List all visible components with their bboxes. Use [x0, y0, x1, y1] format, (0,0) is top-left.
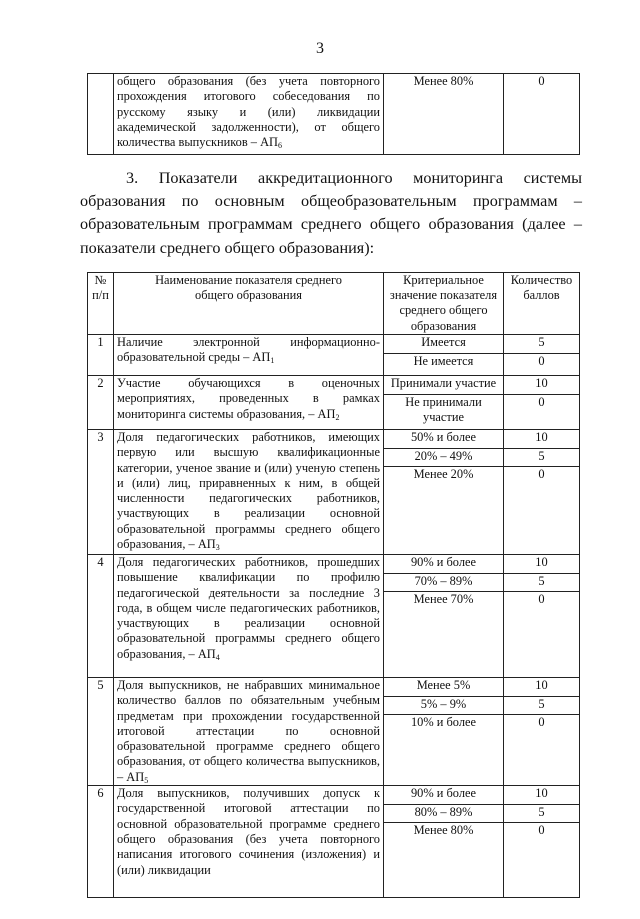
criterion-value: Не имеется [384, 353, 503, 375]
row-number: 1 [97, 335, 104, 349]
points-value: 10 [535, 430, 548, 444]
points-value: 10 [535, 786, 548, 801]
points-cell [503, 555, 579, 677]
points-value: 0 [504, 394, 579, 429]
indicator-name: Участие обучающихся в оценочных мероприятиях, проведенных в рамках мониторинга системы образования, – АП [117, 376, 380, 421]
indicator-code-sub: 6 [277, 141, 282, 151]
criterion-cell [383, 335, 503, 375]
page-number: 3 [316, 40, 324, 57]
indicators-table [87, 272, 580, 898]
criterion-value: Менее 80% [384, 822, 503, 897]
points-value: 0 [504, 591, 579, 677]
points-value: 0 [504, 822, 579, 897]
header-num: № п/п [92, 272, 109, 303]
table-header-row [88, 273, 579, 334]
indicator-code-sub: 1 [270, 356, 275, 366]
row-number: 3 [97, 430, 104, 444]
header-name: Наименование показателя среднего общего образования [113, 273, 383, 334]
indicator-name: Наличие электронной информационно-образовательной среды – АП [117, 335, 380, 365]
points-value: 10 [535, 555, 548, 569]
criterion-cell [383, 786, 503, 897]
continued-table [87, 73, 580, 155]
indicator-name-cell [113, 555, 383, 677]
indicator-name-cell [113, 430, 383, 554]
criterion-value: 50% и более [410, 430, 477, 444]
header-criterion: Критериальное значение показателя среднего общего образования [383, 273, 503, 334]
row-number: 2 [97, 376, 104, 390]
table-row [88, 429, 579, 554]
points-cell [503, 74, 579, 154]
criterion-value: Имеется [421, 335, 466, 349]
indicator-code-sub: 5 [144, 775, 149, 785]
criterion-value: Менее 5% [416, 678, 471, 692]
table-row [88, 375, 579, 429]
criterion-cell [383, 430, 503, 554]
points-cell [503, 678, 579, 785]
criterion-value: 20% – 49% [384, 448, 503, 466]
indicator-name: Доля выпускников, получивших допуск к государственной итоговой аттестации по основной образовательной программе среднего общего образования (без учета повторного написания итогового сочинения (изложения) и (или) ликвидации [117, 786, 380, 877]
points-value: 0 [538, 74, 545, 88]
points-value: 0 [504, 466, 579, 554]
indicator-name-cell [113, 376, 383, 429]
section-paragraph: 3. Показатели аккредитационного мониторинга системы образования по основным общеобразовательным программам – образовательным программам среднего общего образования (далее – показатели среднего общего образования): [80, 169, 582, 257]
criterion-value: 70% – 89% [384, 573, 503, 591]
indicator-name-cell [113, 74, 383, 154]
points-value: 5 [504, 696, 579, 714]
indicator-name: общего образования (без учета повторного прохождения итогового собеседования по русскому языку и (или) ликвидации академической задолженности), от общего количества выпускников – АП [117, 74, 380, 150]
indicator-name: Доля педагогических работников, имеющих первую или высшую квалификационные категории, ученое звание и (или) ученую степень и (или) лиц, приравненных к ним, в общей численности педагогических работников, участвующих в реализации основной образовательной программы среднего общего образования, – АП [117, 430, 380, 552]
criterion-cell [383, 555, 503, 677]
row-number: 4 [97, 555, 104, 569]
table-row [88, 554, 579, 677]
criterion-value: 80% – 89% [384, 804, 503, 822]
row-number-cell [88, 74, 113, 154]
points-value: 0 [504, 353, 579, 375]
table-row [88, 334, 579, 375]
indicator-name-cell [113, 678, 383, 785]
indicator-name-cell [113, 786, 383, 897]
points-value: 10 [535, 678, 548, 692]
criterion-value: Менее 70% [384, 591, 503, 677]
indicator-name: Доля выпускников, не набравших минимальное количество баллов по обязательным учебным предметам при прохождении государственной итоговой аттестации по основной образовательной программе среднего общего образования, от общего количества выпускников, – АП [117, 678, 380, 784]
points-value: 5 [504, 573, 579, 591]
criterion-value: Менее 80% [413, 74, 474, 88]
table-row [88, 677, 579, 785]
criterion-value: 90% и более [410, 786, 477, 801]
header-points: Количество баллов [503, 273, 579, 334]
criterion-value: Принимали участие [390, 376, 497, 390]
points-cell [503, 786, 579, 897]
row-number: 5 [97, 678, 104, 692]
indicator-name: Доля педагогических работников, прошедших повышение квалификации по профилю педагогической деятельности за последние 3 года, в общем числе педагогических работников, участвующих в реализации основной образовательной программы среднего общего образования, – АП [117, 555, 380, 661]
criterion-cell [383, 678, 503, 785]
criterion-value: 5% – 9% [384, 696, 503, 714]
points-cell [503, 335, 579, 375]
criterion-cell [383, 74, 503, 154]
criterion-value: Не принимали участие [384, 394, 503, 429]
points-value: 5 [504, 804, 579, 822]
criterion-value: 10% и более [384, 714, 503, 785]
indicator-code-sub: 3 [215, 543, 220, 553]
table-row [88, 74, 579, 154]
criterion-value: Менее 20% [384, 466, 503, 554]
table-row [88, 785, 579, 897]
points-cell [503, 376, 579, 429]
points-value: 10 [535, 376, 548, 390]
points-cell [503, 430, 579, 554]
row-number: 6 [97, 786, 104, 801]
points-value: 5 [504, 448, 579, 466]
indicator-code-sub: 2 [335, 412, 340, 422]
points-value: 5 [538, 335, 545, 349]
indicator-name-cell [113, 335, 383, 375]
criterion-cell [383, 376, 503, 429]
points-value: 0 [504, 714, 579, 785]
indicator-code-sub: 4 [215, 652, 220, 662]
criterion-value: 90% и более [410, 555, 477, 569]
